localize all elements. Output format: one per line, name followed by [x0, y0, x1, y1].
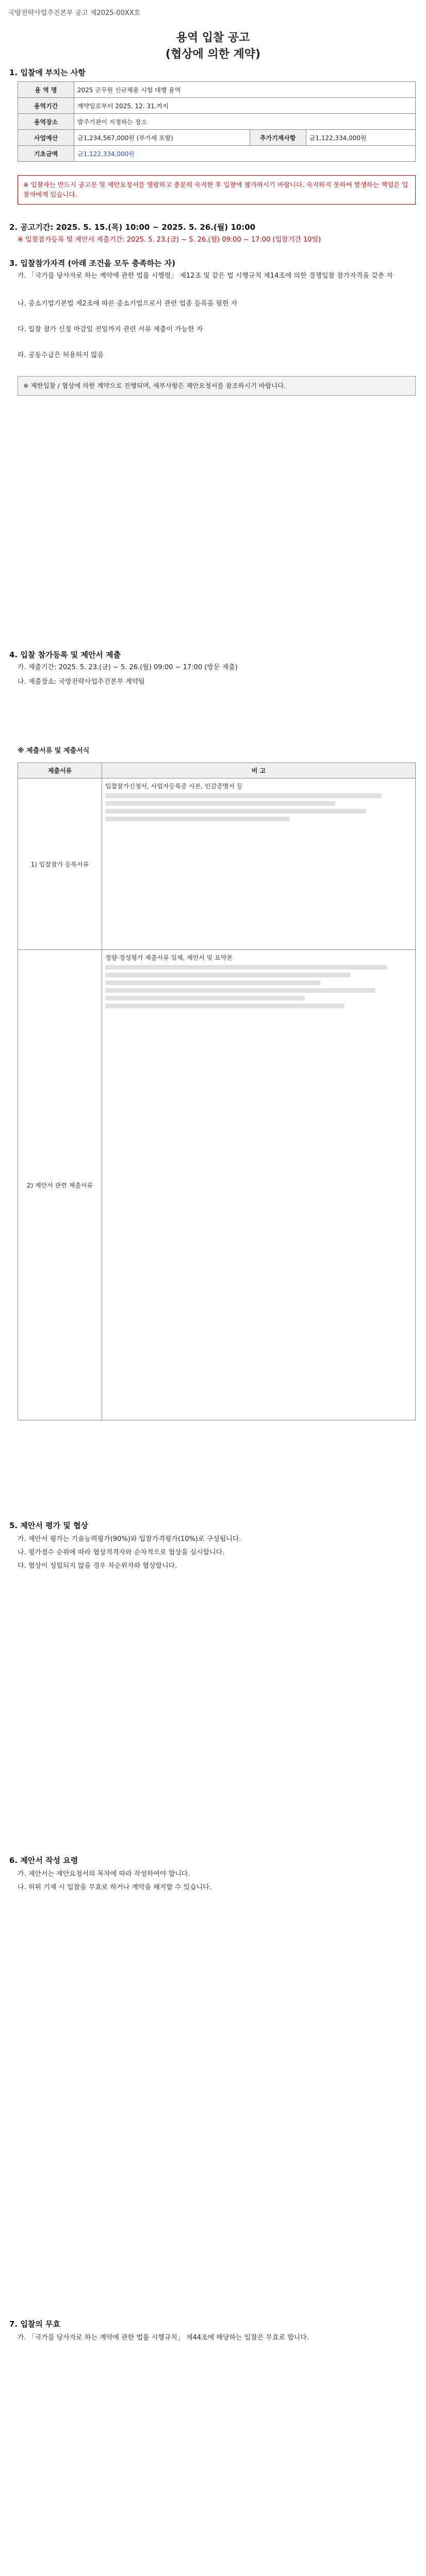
text-line: [105, 973, 351, 977]
section-2-note: ※ 입찰참가등록 및 제안서 제출기간: 2025. 5. 23.(금) ~ 5. 26.(월) 09:00 ~ 17:00 (입찰기간 10일): [18, 236, 321, 244]
section-7-heading: 7. 입찰의 무효: [9, 2319, 61, 2329]
table-row: [18, 146, 416, 162]
section-4-heading: 4. 입찰 참가등록 및 제안서 제출: [9, 650, 121, 659]
extra-value: 금1,122,334,000원: [306, 130, 415, 146]
table-cell: [102, 778, 416, 950]
row-value: 계약일로부터 2025. 12. 31.까지: [74, 98, 416, 114]
row-label: 기초금액: [18, 146, 74, 162]
list-item: 가. 「국가를 당사자로 하는 계약에 관한 법률 시행령」 제12조 및 같은 법 시행규칙 제14조에 의한 경쟁입찰 참가자격을 갖춘 자: [18, 272, 393, 280]
list-item: 라. 공동수급은 허용하지 않음: [18, 351, 104, 359]
list-item: 나. 제출장소: 국방전략사업추진본부 계약팀: [18, 678, 145, 686]
row-value: 발주기관이 지정하는 장소: [74, 114, 416, 130]
section-3-heading: 3. 입찰참가자격 (아래 조건을 모두 충족하는 자): [9, 259, 176, 268]
row-value: 2025 군무원 신규채용 시험 대행 용역: [74, 82, 416, 98]
row-value: 금1,234,567,000원 (부가세 포함): [74, 130, 250, 146]
page-subtitle: (협상에 의한 계약): [165, 48, 261, 61]
row-label: 용역기간: [18, 98, 74, 114]
table-cell: 2) 제안서 관련 제출서류: [18, 950, 102, 1420]
section-5-heading: 5. 제안서 평가 및 협상: [9, 1521, 88, 1530]
table-header-row: [18, 763, 416, 778]
table-cell: 1) 입찰참가 등록서류: [18, 778, 102, 950]
row-value: 금1,122,334,000원: [74, 146, 416, 162]
list-item: 다. 협상이 성립되지 않을 경우 차순위자와 협상합니다.: [18, 1562, 177, 1570]
text-line: [105, 809, 366, 814]
text-line: [105, 801, 335, 806]
section-1-heading: 1. 입찰에 부치는 사항: [9, 68, 86, 77]
section-2-heading: 2. 공고기간: 2025. 5. 15.(목) 10:00 ~ 2025. 5. 26.(월) 10:00: [9, 223, 256, 232]
text-line: [105, 980, 320, 985]
table-row: [18, 114, 416, 130]
list-item: 다. 입찰 참가 신청 마감일 전일까지 관련 서류 제출이 가능한 자: [18, 326, 203, 333]
text-line: [105, 817, 289, 821]
text-line: [105, 996, 305, 1001]
row-label: 용역장소: [18, 114, 74, 130]
text-line: [105, 793, 382, 798]
list-item: 가. 「국가를 당사자로 하는 계약에 관한 법률 시행규칙」 제44조에 해당하는 입찰은 무효로 합니다.: [18, 2334, 309, 2342]
cell-text: 정량·정성평가 제출서류 일체, 제안서 및 요약본: [105, 954, 233, 961]
section-6-heading: 6. 제안서 작성 요령: [9, 1856, 78, 1865]
list-item: 나. 평가점수 순위에 따라 협상적격자와 순차적으로 협상을 실시합니다.: [18, 1549, 225, 1556]
list-item: 가. 제안서는 제안요청서의 목차에 따라 작성하여야 합니다.: [18, 1870, 190, 1878]
table-row: [18, 778, 416, 950]
document-number: 국방전략사업추진본부 공고 제2025-00XX호: [8, 9, 141, 17]
list-item: 나. 허위 기재 시 입찰을 무효로 하거나 계약을 해지할 수 있습니다.: [18, 1884, 212, 1891]
table-row: [18, 130, 416, 146]
text-line: [105, 1004, 345, 1008]
list-item: 가. 제출기간: 2025. 5. 23.(금) ~ 5. 26.(월) 09:00 ~ 17:00 (방문 제출): [18, 664, 238, 671]
table-cell: [102, 950, 416, 1420]
list-item: 나. 중소기업기본법 제2조에 따른 중소기업으로서 관련 업종 등록을 필한 자: [18, 300, 238, 308]
extra-label: 추가기재사항: [250, 130, 306, 146]
page-title: 용역 입찰 공고: [176, 31, 250, 44]
table-row: [18, 82, 416, 98]
info-note: ※ 제한입찰 / 협상에 의한 계약으로 진행되며, 세부사항은 제안요청서를 참조하시기 바랍니다.: [18, 376, 416, 396]
row-label: 사업예산: [18, 130, 74, 146]
table-row: [18, 950, 416, 1420]
warning-notice: ※ 입찰자는 반드시 공고문 및 제안요청서를 열람하고 충분히 숙지한 후 입찰에 참가하시기 바랍니다. 숙지하지 못하여 발생하는 책임은 입찰자에게 있습니다.: [18, 175, 416, 205]
list-item: 가. 제안서 평가는 기술능력평가(90%)와 입찰가격평가(10%)로 구성됩니다.: [18, 1535, 241, 1543]
submission-table: [18, 762, 416, 1420]
row-label: 용 역 명: [18, 82, 74, 98]
text-line: [105, 965, 387, 970]
text-line: [105, 988, 375, 993]
column-header: 제출서류: [18, 763, 102, 778]
info-table: [18, 81, 416, 162]
table-row: [18, 98, 416, 114]
cell-text: 입찰참가신청서, 사업자등록증 사본, 인감증명서 등: [105, 783, 243, 790]
column-header: 비 고: [102, 763, 416, 778]
table-caption: ※ 제출서류 및 제출서식: [18, 747, 90, 755]
